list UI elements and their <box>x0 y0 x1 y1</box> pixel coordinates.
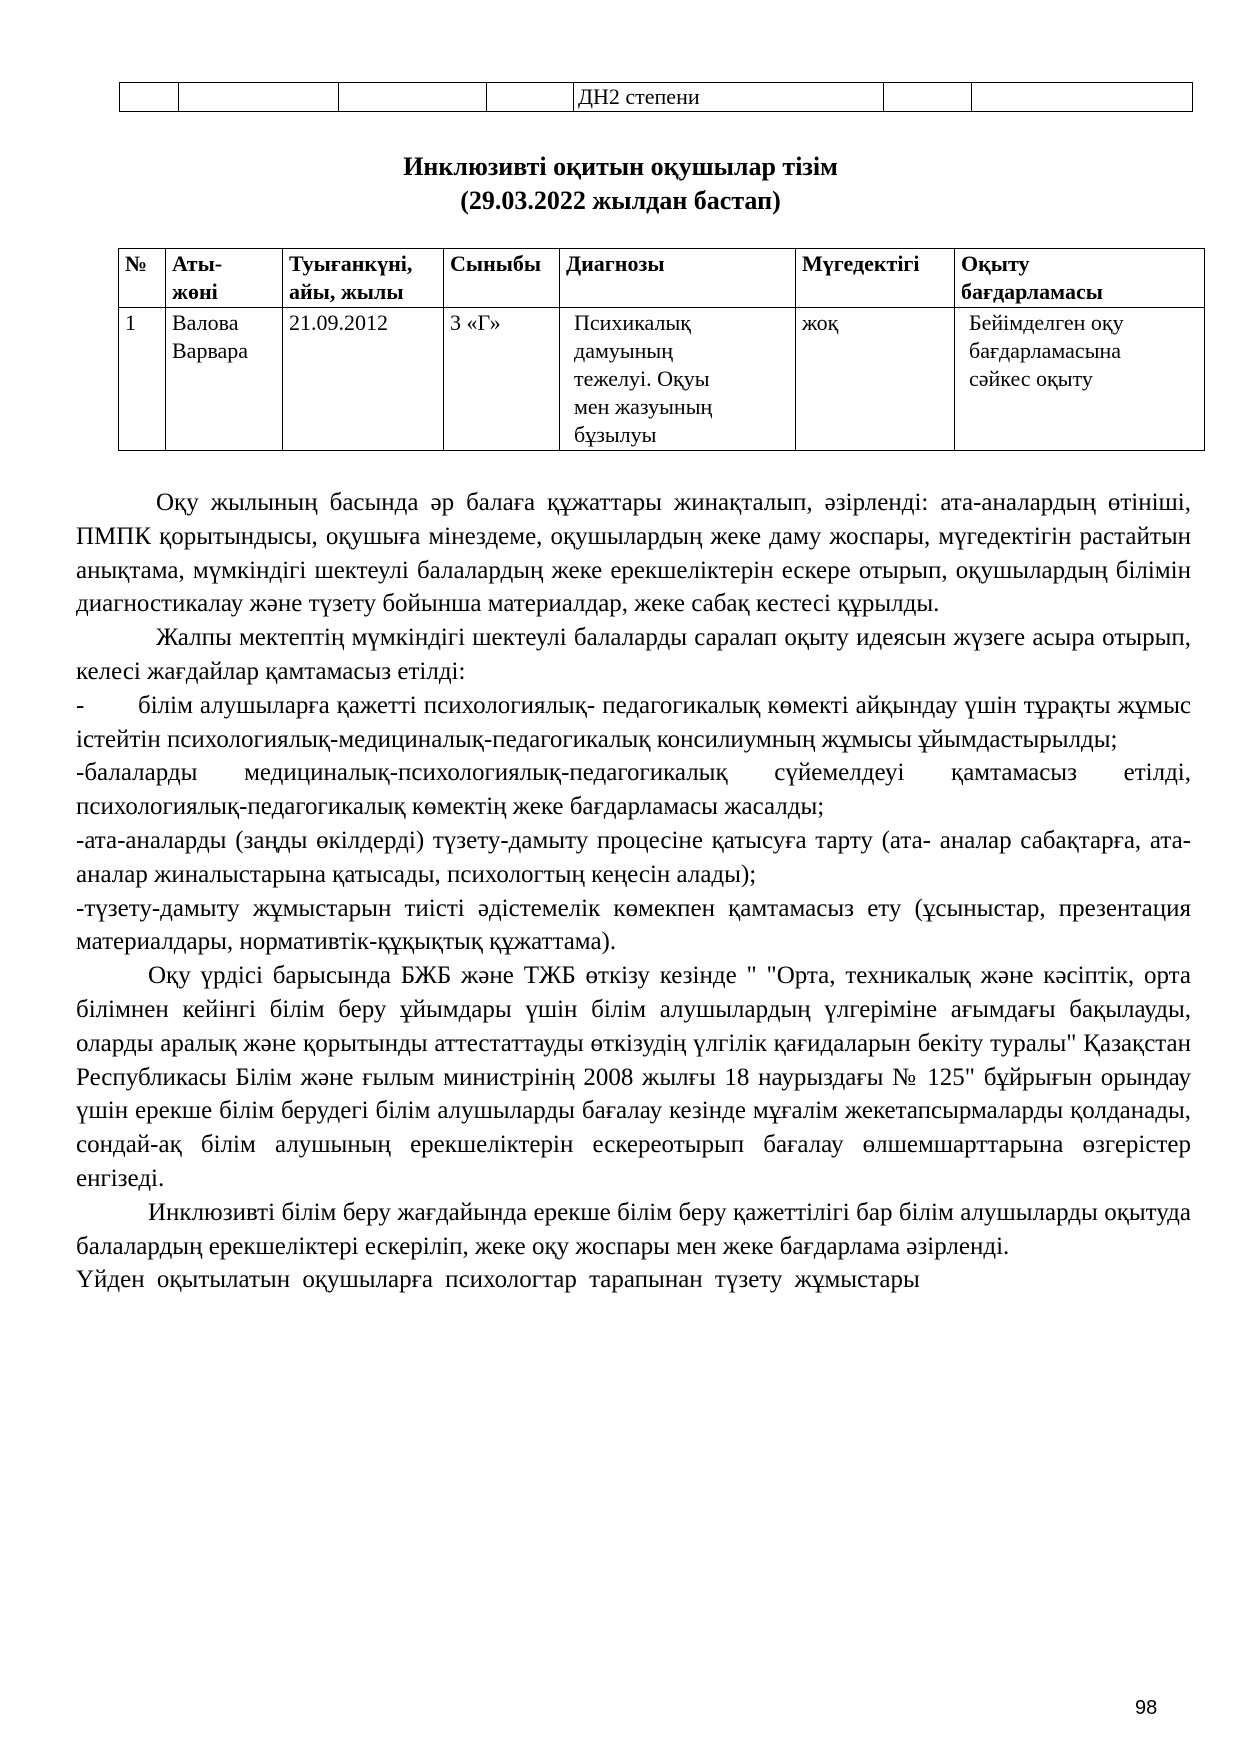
document-heading <box>0 150 1241 218</box>
paragraph: -балаларды медициналық-психологиялық-педагогикалық сүйемелдеуі қамтамасыз етілді, психологиялық-педагогикалық көмектің жеке бағдарламасы жасалды; <box>76 759 1191 821</box>
header-name <box>166 249 283 308</box>
header-class: Сыныбы <box>444 249 560 308</box>
header-number: № <box>119 249 166 308</box>
list-dash: - <box>76 691 85 719</box>
cell-number: 1 <box>119 308 166 451</box>
table-row <box>120 83 1193 112</box>
heading-title: Инклюзивті оқитын оқушылар тізім <box>403 152 838 181</box>
header-disability: Мүгедектігі <box>796 249 955 308</box>
cell-disability: жоқ <box>796 308 955 451</box>
students-table <box>118 248 1205 451</box>
cell-class: 3 «Г» <box>444 308 560 451</box>
table-cell <box>339 83 487 112</box>
table-cell <box>179 83 339 112</box>
paragraph: Жалпы мектептің мүмкіндігі шектеулі балаларды саралап оқыту идеясын жүзеге асыра отырып, келесі жағдайлар қамтамасыз етілді: <box>76 624 1191 685</box>
table-cell <box>120 83 179 112</box>
header-birth-text: Туығанкүні, айы, жылы <box>289 251 413 304</box>
cell-diagnosis: Психикалық дамуының тежелуі. Оқуы мен жазуының бұзылуы <box>560 308 796 451</box>
table-row <box>119 308 1205 451</box>
heading-date: (29.03.2022 жылдан бастап) <box>460 186 781 215</box>
table-cell: ДН2 степени <box>574 83 884 112</box>
top-table-fragment <box>119 82 1193 112</box>
paragraph: Үйден оқытылатын оқушыларға психологтар тарапынан түзету жұмыстары <box>76 1266 920 1294</box>
cell-program: Бейімделген оқу бағдарламасына сәйкес оқыту <box>955 308 1205 451</box>
paragraph: -ата-аналарды (заңды өкілдерді) түзету-дамыту процесіне қатысуға тарту (ата- аналар сабақтарға, ата-аналар жиналыстарына қатысады, психологтың кеңесін алады); <box>76 826 1191 888</box>
paragraph: -түзету-дамыту жұмыстарын тиісті әдістемелік көмекпен қамтамасыз ету (ұсыныстар, презентация материалдары, нормативтік-құқықтық құжаттама). <box>76 894 1191 956</box>
header-name-text: Аты- жөні <box>172 251 223 304</box>
cell-birth: 21.09.2012 <box>283 308 444 451</box>
paragraph: білім алушыларға қажетті психологиялық- педагогикалық көмекті айқындау үшін тұрақты жұмыс істейтін психологиялық-медициналық-педагогикалық консилиумның жұмысы ұйымдастырылды; <box>76 691 1191 753</box>
body-text <box>76 486 1191 1297</box>
header-program-text: Оқыту бағдарламасы <box>961 251 1103 304</box>
page-number: 98 <box>1135 1697 1158 1719</box>
paragraph: Оқу үрдісі барысында БЖБ және ТЖБ өткізу кезінде " "Орта, техникалық және кәсіптік, орта білімнен кейінгі білім беру ұйымдары үшін білім алушылардың үлгеріміне ағымдағы бақылауды, оларды аралық және қорытынды аттестаттауды өткізудің үлгілік қағидаларын бекіту туралы" Қазақстан Республикасы Білім және ғылым министрінің 2008 жылғы 18 наурыздағы № 125" бұйрығын орындау үшін ерекше білім берудегі білім алушыларды бағалау кезінде мұғалім жекетапсырмаларды қолданады, сондай-ақ білім алушының ерекшеліктерін ескереотырып бағалау өлшемшарттарына өзгерістер енгізеді. <box>76 962 1191 1192</box>
header-diagnosis: Диагнозы <box>560 249 796 308</box>
header-birth <box>283 249 444 308</box>
table-cell <box>884 83 972 112</box>
cell-name: Валова Варвара <box>166 308 283 451</box>
paragraph: Инклюзивті білім беру жағдайында ерекше білім беру қажеттілігі бар білім алушыларды оқытуда балалардың ерекшеліктері ескеріліп, жеке оқу жоспары мен жеке бағдарлама әзірленді. <box>76 1198 1191 1260</box>
table-cell <box>487 83 574 112</box>
paragraph: Оқу жылының басында әр балаға құжаттары жинақталып, әзірленді: ата-аналардың өтініші, ПМПК қорытындысы, оқушыға мінездеме, оқушылардың жеке даму жоспары, мүгедектігін растайтын анықтама, мүмкіндігі шектеулі балалардың жеке ерекшеліктерін ескере отырып, оқушылардың білімін диагностикалау және түзету бойынша материалдар, жеке сабақ кестесі құрылды. <box>76 489 1191 618</box>
header-program <box>955 249 1205 308</box>
table-header-row <box>119 249 1205 308</box>
table-cell <box>972 83 1193 112</box>
